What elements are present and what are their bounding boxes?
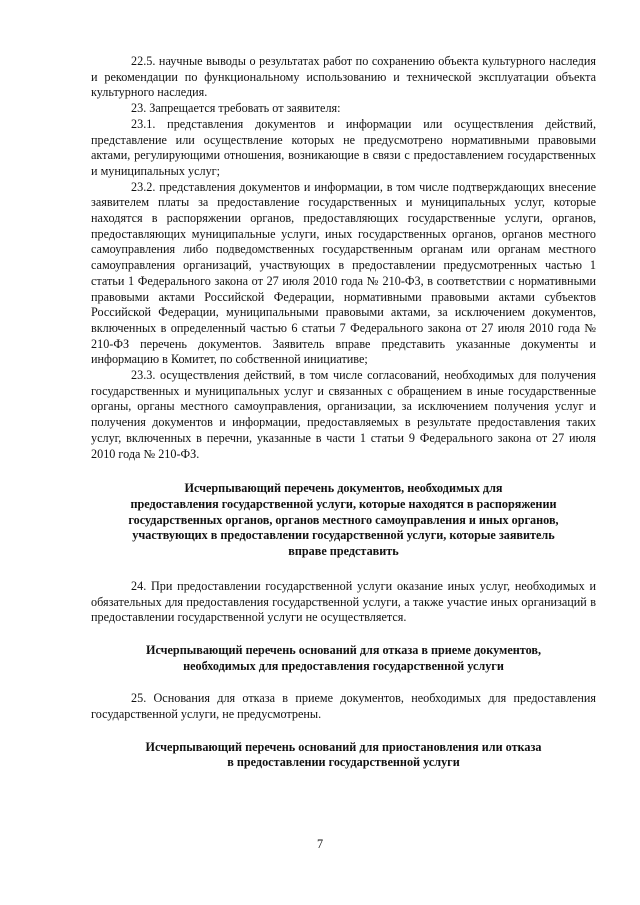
section-heading-refusal-acceptance (91, 643, 596, 674)
paragraph-24: 24. При предоставлении государственной услуги оказание иных услуг, необходимых и обязательных для предоставления государственной услуги, а также участие иных организаций в предоставлении государственной услуги не осуществляется. (91, 578, 596, 625)
heading-line: в предоставлении государственной услуги (227, 755, 460, 770)
section-heading-documents (91, 481, 596, 560)
heading-line: Исчерпывающий перечень оснований для отказа в приеме документов, (146, 642, 541, 657)
heading-line: Исчерпывающий перечень оснований для приостановления или отказа (145, 739, 542, 754)
paragraph-23-3: 23.3. осуществления действий, в том числе согласований, необходимых для получения государственных и муниципальных услуг и связанных с обращением в иные государственные органы, органы местного самоуправления, организации, за исключением получения услуг и получения документов и информации, предоставляемых в результате предоставления таких услуг, включенных в перечни, указанные в части 1 статьи 9 Федерального закона от 27 июля 2010 года № 210-ФЗ. (91, 368, 596, 461)
heading-line: Исчерпывающий перечень документов, необходимых для (184, 481, 503, 496)
paragraph-23-1: 23.1. представления документов и информации или осуществления действий, представление или осуществление которых не предусмотрено нормативными правовыми актами, регулирующими отношения, возникающие в связи с предоставлением государственных и муниципальных услуг; (91, 116, 596, 178)
paragraph-25: 25. Основания для отказа в приеме документов, необходимых для предоставления государственной услуги, не предусмотрены. (91, 691, 596, 722)
page-number: 7 (316, 837, 324, 851)
heading-line: участвующих в предоставлении государственной услуги, которые заявитель (132, 528, 555, 543)
paragraph-23: 23. Запрещается требовать от заявителя: (131, 101, 341, 116)
document-page (91, 54, 596, 771)
paragraph-22-5: 22.5. научные выводы о результатах работ по сохранению объекта культурного наследия и рекомендации по функциональному использованию и технической эксплуатации объекта культурного наследия. (91, 54, 596, 100)
paragraph-23-2: 23.2. представления документов и информации, в том числе подтверждающих внесение заявителем платы за предоставление государственных и муниципальных услуг, которые находятся в распоряжении органов, предоставляющих государственные услуги, органов, предоставляющих муниципальные услуги, иных государственных органов, органов местного самоуправления либо подведомственных государственным органам или органам местного самоуправления организаций, участвующих в предоставлении предусмотренных частью 1 статьи 1 Федерального закона от 27 июля 2010 года № 210-ФЗ, в соответствии с нормативными правовыми актами Российской Федерации, нормативными правовыми актами субъектов Российской Федерации, муниципальными правовыми актами, за исключением документов, включенных в определенный частью 6 статьи 7 Федерального закона от 27 июля 2010 года № 210-ФЗ перечень документов. Заявитель вправе представить указанные документы и информацию в Комитет, по собственной инициативе; (91, 179, 596, 367)
heading-line: предоставления государственной услуги, которые находятся в распоряжении (130, 496, 557, 511)
heading-line: вправе представить (288, 544, 399, 559)
heading-line: необходимых для предоставления государственной услуги (183, 658, 504, 673)
section-heading-suspension (91, 740, 596, 771)
heading-line: государственных органов, органов местного самоуправления и иных органов, (128, 512, 559, 527)
